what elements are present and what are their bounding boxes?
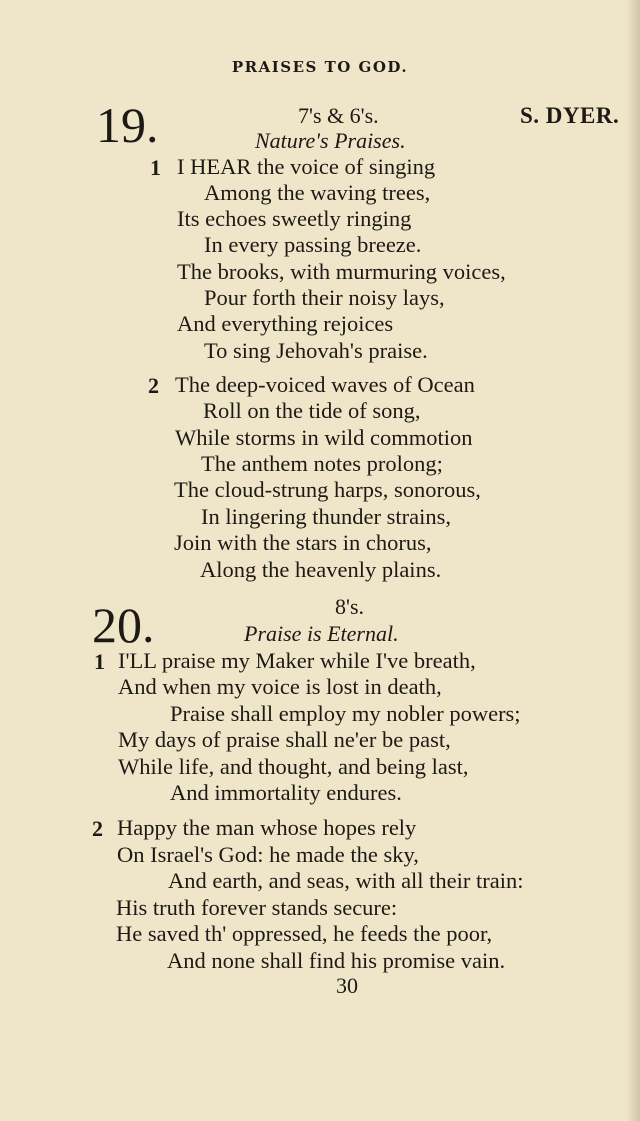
- verse-line: And immortality endures.: [170, 780, 402, 805]
- page-number: 30: [336, 973, 358, 998]
- verse-line: Join with the stars in chorus,: [174, 530, 432, 555]
- verse-line: And earth, and seas, with all their train:: [168, 868, 524, 893]
- verse-number: 1: [150, 155, 161, 180]
- hymn-20-meter: 8's.: [335, 594, 365, 619]
- verse-line: The anthem notes prolong;: [201, 451, 443, 476]
- verse-line: Among the waving trees,: [204, 180, 431, 205]
- verse-line: My days of praise shall ne'er be past,: [118, 727, 451, 752]
- verse-line: To sing Jehovah's praise.: [204, 338, 428, 363]
- verse-number: 1: [94, 649, 105, 674]
- verse-line: And when my voice is lost in death,: [118, 674, 442, 699]
- verse-line: I HEAR the voice of singing: [177, 154, 436, 179]
- verse-line: And none shall find his promise vain.: [167, 948, 506, 973]
- verse-line: While life, and thought, and being last,: [118, 754, 469, 779]
- verse-line: Praise shall employ my nobler powers;: [170, 701, 521, 726]
- verse-line: In lingering thunder strains,: [201, 504, 451, 529]
- verse-line: The brooks, with murmuring voices,: [177, 259, 506, 284]
- page-edge-shadow: [626, 0, 640, 1121]
- verse-line: Happy the man whose hopes rely: [117, 815, 417, 840]
- verse-line: Roll on the tide of song,: [203, 398, 421, 423]
- verse-line: Along the heavenly plains.: [200, 557, 442, 582]
- hymn-19-author: S. DYER.: [520, 103, 620, 128]
- verse-line: The deep-voiced waves of Ocean: [175, 372, 475, 397]
- verse-number: 2: [148, 373, 159, 398]
- verse-line: While storms in wild commotion: [175, 425, 473, 450]
- verse-line: The cloud-strung harps, sonorous,: [174, 477, 481, 502]
- hymn-19-title: Nature's Praises.: [255, 128, 406, 153]
- verse-line: I'LL praise my Maker while I've breath,: [118, 648, 476, 673]
- hymn-19-number: 19.: [96, 97, 159, 153]
- verse-line: Its echoes sweetly ringing: [177, 206, 412, 231]
- verse-line: And everything rejoices: [177, 311, 394, 336]
- verse-number: 2: [92, 816, 103, 841]
- hymn-20-title: Praise is Eternal.: [244, 621, 399, 646]
- running-head: PRAISES TO GOD.: [231, 58, 409, 76]
- hymn-20-number: 20.: [92, 597, 155, 653]
- verse-line: His truth forever stands secure:: [116, 895, 398, 920]
- verse-line: He saved th' oppressed, he feeds the poor,: [116, 921, 493, 946]
- verse-line: Pour forth their noisy lays,: [204, 285, 445, 310]
- verse-line: On Israel's God: he made the sky,: [117, 842, 419, 867]
- hymn-19-meter: 7's & 6's.: [298, 103, 379, 128]
- verse-line: In every passing breeze.: [204, 232, 422, 257]
